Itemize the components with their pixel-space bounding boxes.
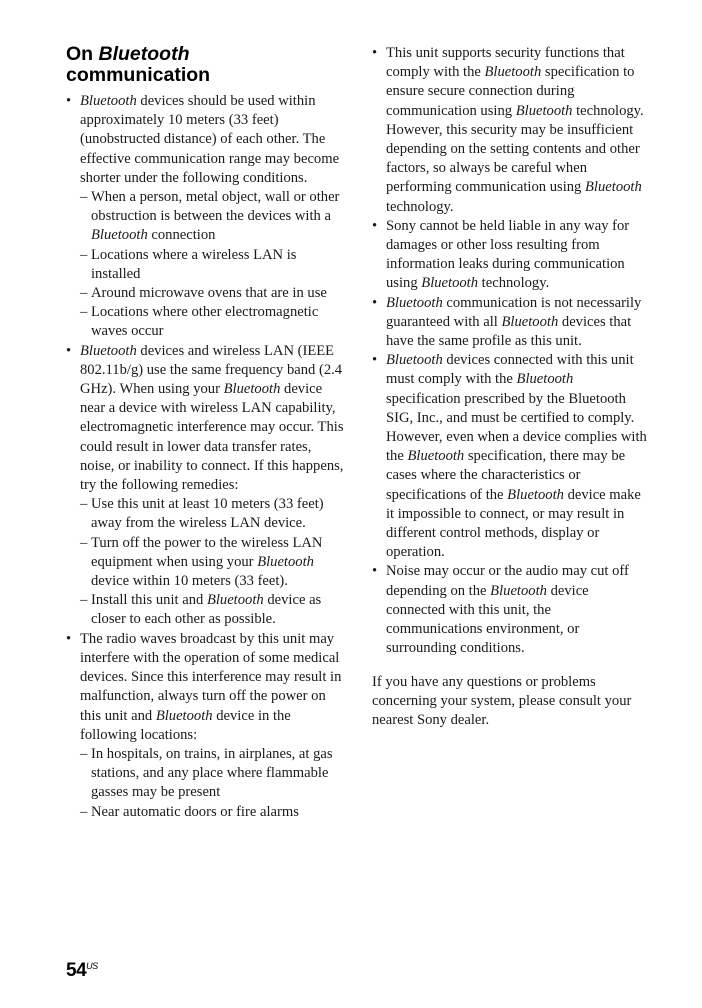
bullet-wireless-lan: • Bluetooth devices and wireless LAN (IEEE 802.11b/g) use the same frequency band (2.4 GHz). When using your Bluetooth device near a device with wireless LAN capability, electromagnetic interference may occur. This could result in lower data transfer rates, noise, or inability to connect. If this happens, try the following remedies: – Use this unit at least 10 meters (33 feet) away from the wireless LAN device. – Turn off the power to the wireless LAN equipment when using your Bluetooth device within 10 meters (33 feet). – Install this unit and Bluetooth device as closer to each other as possible.: [66, 342, 348, 630]
condition-electromagnetic: – Locations where other electromagnetic waves occur: [80, 303, 348, 341]
bullet-noise: • Noise may occur or the audio may cut off depending on the Bluetooth device connected with this unit, the communications environment, or surrounding conditions.: [372, 562, 648, 658]
range-conditions-list: [80, 188, 348, 342]
location-automatic-doors: – Near automatic doors or fire alarms: [80, 803, 348, 822]
remedy-closer: – Install this unit and Bluetooth device as closer to each other as possible.: [80, 591, 348, 629]
remedy-power-off: – Turn off the power to the wireless LAN equipment when using your Bluetooth device within 10 meters (33 feet).: [80, 534, 348, 592]
bullet-security: • This unit supports security functions that comply with the Bluetooth specification to ensure secure connection during communication using Bluetooth technology. However, this security may be insufficient depending on the setting contents and other factors, so always be careful when performing communication using Bluetooth technology.: [372, 44, 648, 217]
bullet-liability: • Sony cannot be held liable in any way for damages or other loss resulting from information leaks during communication using Bluetooth technology.: [372, 217, 648, 294]
page-number: $54^{US}$: [66, 960, 98, 981]
right-bullet-list: [372, 44, 648, 659]
locations-list: [80, 745, 348, 822]
bullet-compliance: • Bluetooth devices connected with this unit must comply with the Bluetooth specification prescribed by the Bluetooth SIG, Inc., and must be certified to comply. However, even when a device complies with the Bluetooth specification, there may be cases where the characteristics or specifications of the Bluetooth device make it impossible to connect, or may result in different control methods, display or operation.: [372, 351, 648, 562]
bullet-range: • Bluetooth devices should be used within approximately 10 meters (33 feet) (unobstructed distance) of each other. The effective communication range may become shorter under the following conditions. – When a person, metal object, wall or other obstruction is between the devices with a Bluetooth connection – Locations where a wireless LAN is installed – Around microwave ovens that are in use – Locations where other electromagnetic waves occur: [66, 92, 348, 342]
remedy-distance: – Use this unit at least 10 meters (33 feet) away from the wireless LAN device.: [80, 495, 348, 533]
left-column: [66, 44, 348, 822]
remedies-list: [80, 495, 348, 629]
bullet-not-guaranteed: • Bluetooth communication is not necessarily guaranteed with all Bluetooth devices that have the same profile as this unit.: [372, 294, 648, 352]
location-hospitals: – In hospitals, on trains, in airplanes, at gas stations, and any place where flammable gasses may be present: [80, 745, 348, 803]
right-column: [372, 44, 648, 730]
condition-obstruction: – When a person, metal object, wall or other obstruction is between the devices with a Bluetooth connection: [80, 188, 348, 246]
bullet-medical-devices: • The radio waves broadcast by this unit may interfere with the operation of some medical devices. Since this interference may result in malfunction, always turn off the power on this unit and Bluetooth device in the following locations: – In hospitals, on trains, in airplanes, at gas stations, and any place where flammable gasses may be present – Near automatic doors or fire alarms: [66, 630, 348, 822]
closing-paragraph: If you have any questions or problems concerning your system, please consult your nearest Sony dealer.: [372, 673, 632, 728]
condition-wireless-lan: – Locations where a wireless LAN is installed: [80, 246, 348, 284]
condition-microwave: – Around microwave ovens that are in use: [80, 284, 348, 303]
section-heading: On Bluetooth communication: [66, 43, 211, 86]
left-bullet-list: [66, 92, 348, 822]
